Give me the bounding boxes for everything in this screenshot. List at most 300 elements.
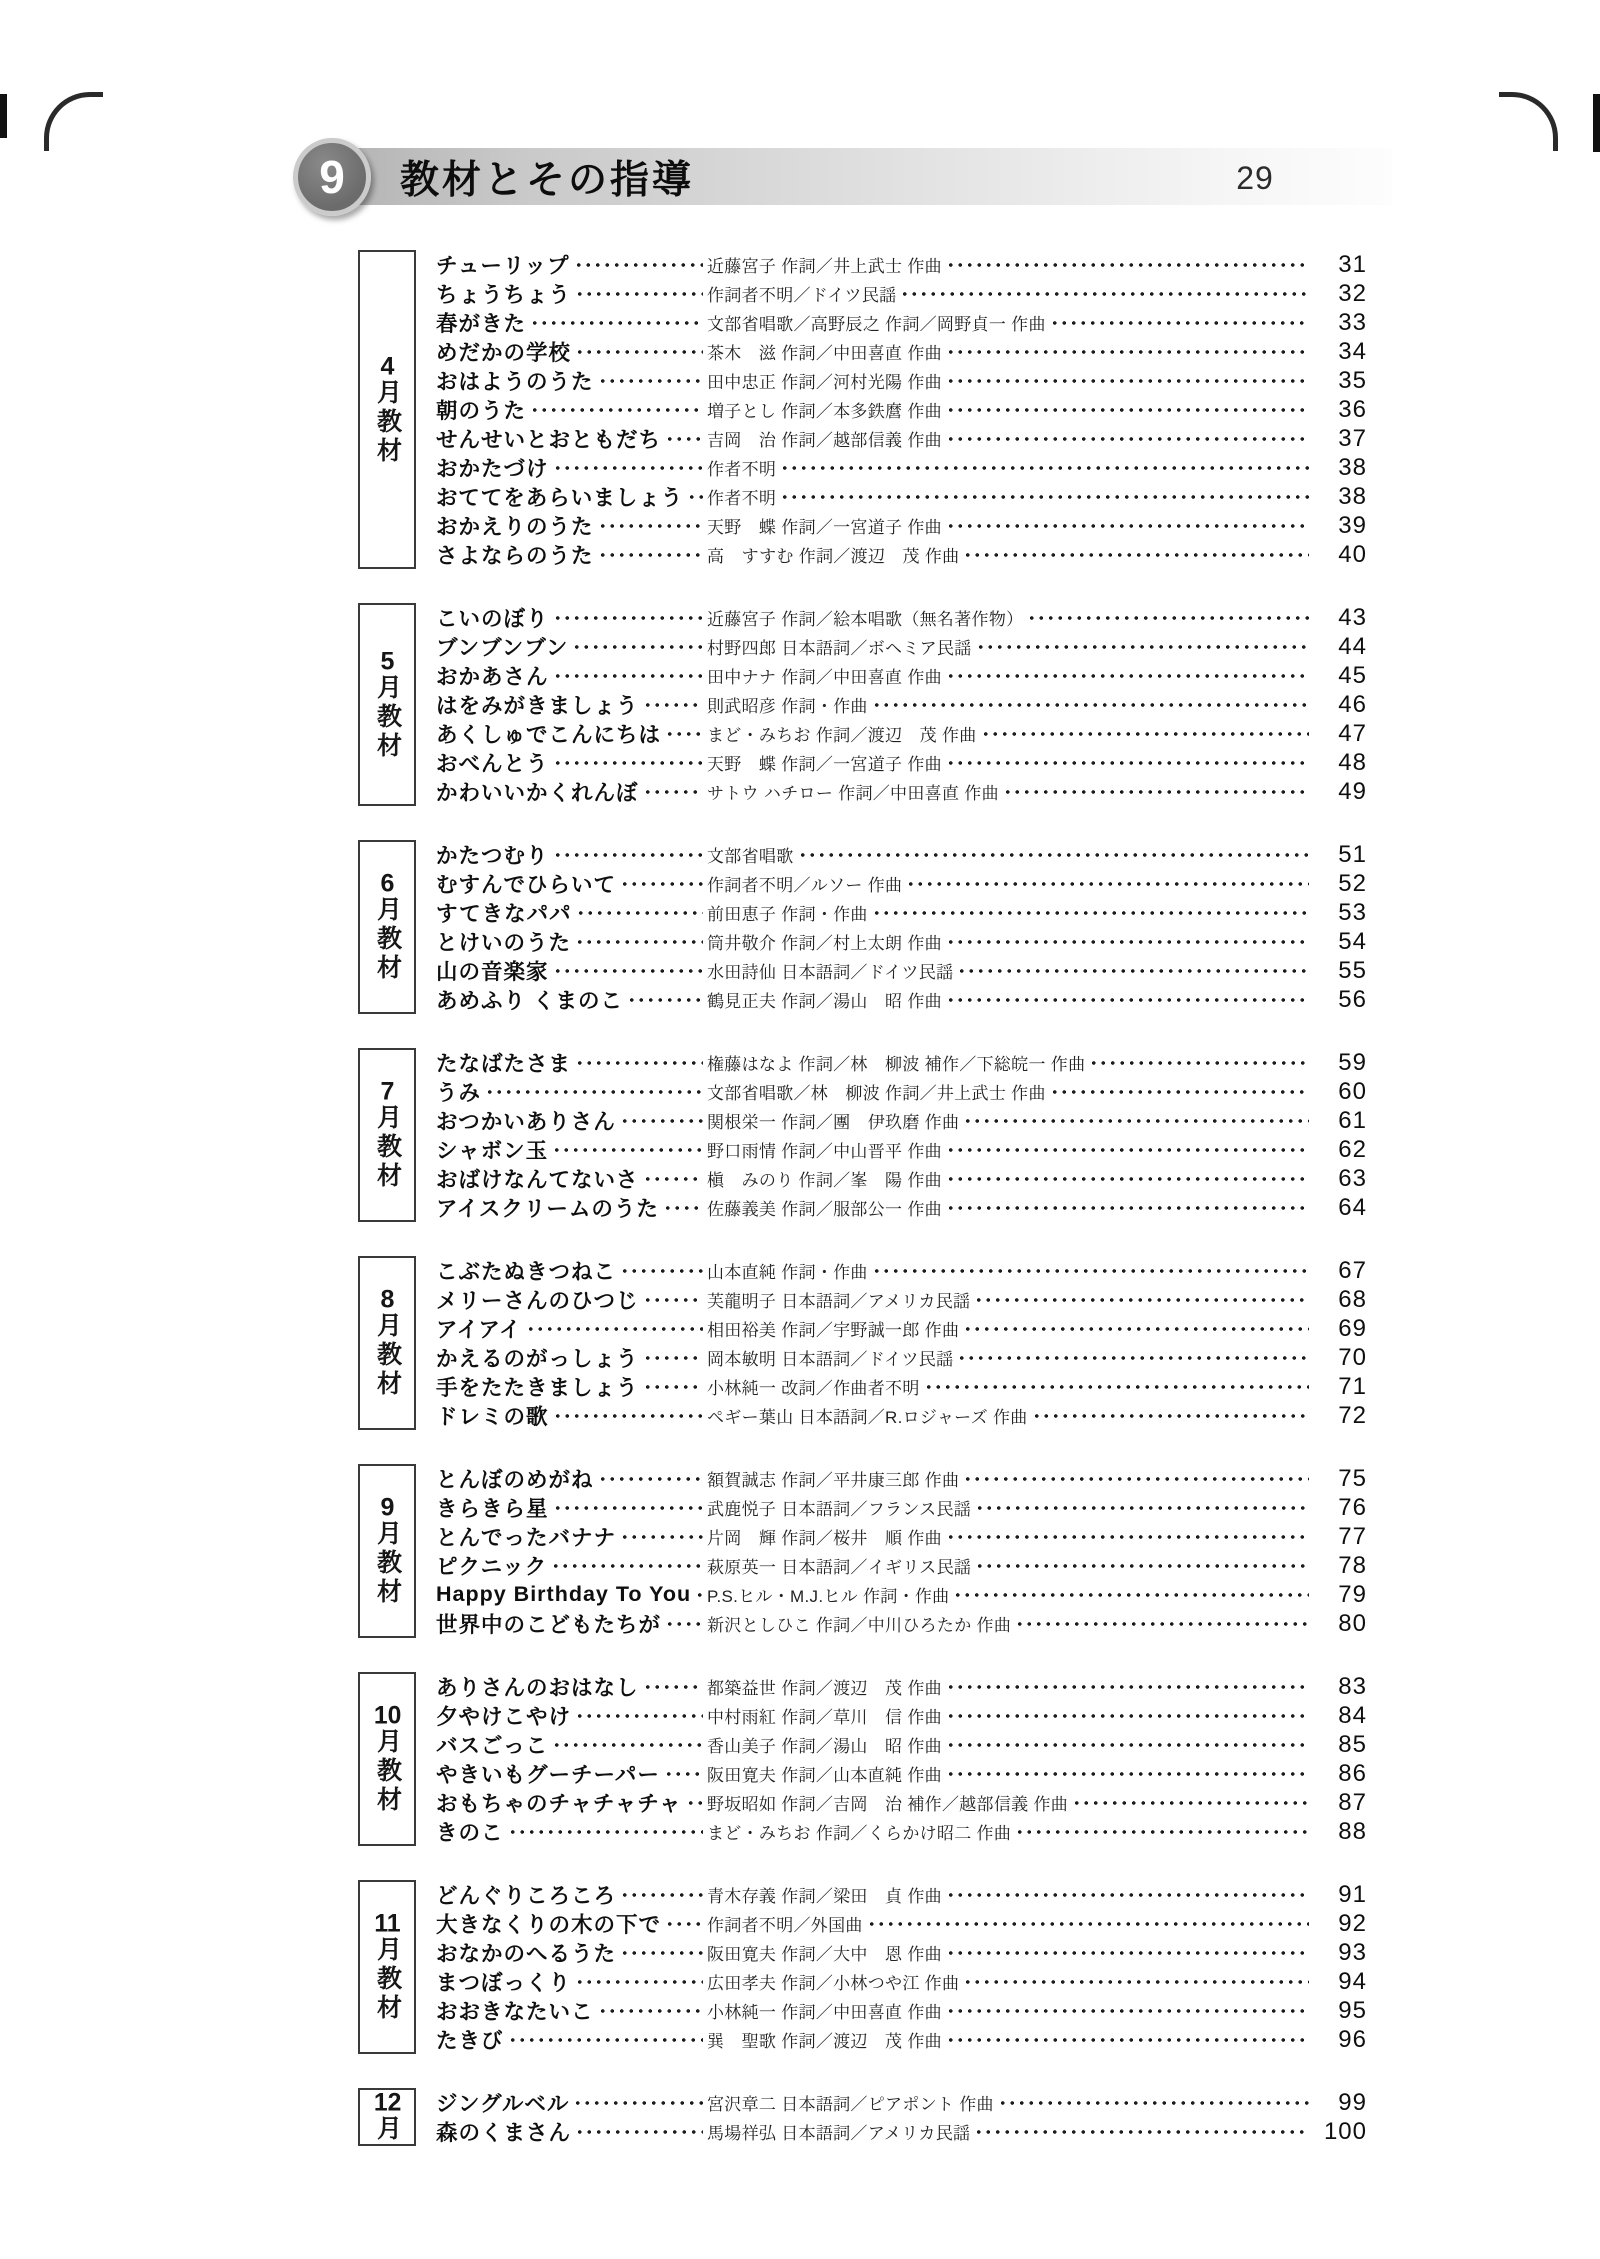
song-page-number: 80 [1338, 1609, 1367, 1637]
song-title: チューリップ [436, 254, 570, 278]
title-zone [436, 1255, 707, 1286]
song-page-number: 72 [1338, 1401, 1367, 1429]
song-page-number: 94 [1338, 1967, 1367, 1995]
song-page-number: 38 [1338, 482, 1367, 510]
song-page-number: 37 [1338, 424, 1367, 452]
song-row [436, 632, 1367, 661]
credit-zone [707, 1881, 1313, 1909]
credit-zone [707, 251, 1313, 279]
song-title: どんぐりころころ [436, 1884, 617, 1908]
song-row [436, 1880, 1367, 1909]
dot-leader [946, 512, 1309, 540]
song-page-number: 86 [1338, 1759, 1367, 1787]
title-zone [436, 1671, 707, 1702]
dot-leader [1015, 1610, 1309, 1638]
dot-leader [526, 1315, 704, 1343]
title-zone [436, 660, 707, 691]
song-title: おもちゃのチャチャチャ [436, 1792, 682, 1816]
dot-leader [643, 1673, 703, 1701]
month-label [375, 649, 400, 761]
song-title: Happy Birthday To You [436, 1582, 692, 1606]
dot-leader [575, 2118, 703, 2146]
song-title: せんせいとおともだち [436, 428, 662, 452]
month-section [358, 2088, 1367, 2146]
song-title: かわいいかくれんぼ [436, 781, 639, 805]
song-page-number: 47 [1338, 719, 1367, 747]
title-zone [436, 2116, 707, 2147]
song-title: まつぼっくり [436, 1971, 572, 1995]
dot-leader [906, 870, 1309, 898]
title-zone [436, 1550, 707, 1581]
song-page-number: 75 [1338, 1464, 1367, 1492]
song-credit: 青木存義 作詞／梁田 貞 作曲 [707, 1887, 942, 1906]
song-title: 朝のうた [436, 399, 527, 423]
dot-leader [946, 1673, 1309, 1701]
dot-leader [530, 309, 703, 337]
dot-leader [598, 1465, 703, 1493]
song-rows [436, 1464, 1367, 1638]
song-title: ピクニック [436, 1555, 548, 1579]
dot-leader [663, 1194, 703, 1222]
song-row [436, 1551, 1367, 1580]
title-zone [436, 984, 707, 1015]
credit-zone [707, 1315, 1313, 1343]
song-page-number: 49 [1338, 777, 1367, 805]
dot-leader [946, 1881, 1309, 1909]
credit-zone [707, 1373, 1313, 1401]
dot-leader [553, 662, 703, 690]
song-title: おかたづけ [436, 457, 549, 481]
song-credit: 広田孝夫 作詞／小林つや江 作曲 [707, 1974, 960, 1993]
title-zone [436, 926, 707, 957]
song-page-number: 52 [1338, 869, 1367, 897]
song-row [436, 1106, 1367, 1135]
credit-zone [707, 1165, 1313, 1193]
credit-zone [707, 1402, 1313, 1430]
dot-leader [598, 512, 703, 540]
dot-leader [963, 1465, 1309, 1493]
song-title: おおきなたいこ [436, 2000, 594, 2024]
song-row [436, 661, 1367, 690]
dot-leader [872, 691, 1309, 719]
dot-leader [924, 1373, 1309, 1401]
song-row [436, 395, 1367, 424]
song-row [436, 1164, 1367, 1193]
title-zone [436, 897, 707, 928]
song-title: 世界中のこどもたちが [436, 1613, 662, 1637]
song-row [436, 366, 1367, 395]
dot-leader [953, 1581, 1309, 1609]
month-section [358, 1672, 1367, 1846]
dot-leader [643, 778, 703, 806]
title-zone [436, 1758, 707, 1789]
song-credit: 文部省唱歌／高野辰之 作詞／岡野貞一 作曲 [707, 315, 1046, 334]
dot-leader [643, 1344, 703, 1372]
title-zone [436, 602, 707, 633]
dot-leader [867, 1910, 1309, 1938]
month-number: 10 [373, 1703, 402, 1728]
title-zone [436, 1105, 707, 1136]
song-row [436, 898, 1367, 927]
dot-leader [553, 454, 703, 482]
dot-leader [573, 2089, 703, 2117]
title-zone [436, 1163, 707, 1194]
song-row [436, 1701, 1367, 1730]
song-credit: 萩原英一 日本語詞／イギリス民謡 [707, 1558, 972, 1577]
dot-leader [974, 1286, 1309, 1314]
song-credit: 都築益世 作詞／渡辺 茂 作曲 [707, 1679, 942, 1698]
dot-leader [575, 1049, 703, 1077]
month-label-box [358, 1464, 416, 1638]
title-zone [436, 1729, 707, 1760]
credit-zone [707, 1465, 1313, 1493]
song-title: 大きなくりの木の下で [436, 1913, 662, 1937]
page-corner-top-left [44, 92, 103, 151]
song-title: うみ [436, 1081, 482, 1105]
month-label [375, 871, 400, 983]
title-zone [436, 423, 707, 454]
song-title: 春がきた [436, 312, 527, 336]
title-zone [436, 249, 707, 280]
song-title: ありさんのおはなし [436, 1676, 639, 1700]
song-page-number: 44 [1338, 632, 1367, 660]
credit-zone [707, 2089, 1313, 2117]
month-label-box [358, 840, 416, 1014]
song-credit: ペギー葉山 日本語詞／R.ロジャーズ 作曲 [707, 1408, 1028, 1427]
song-title: かえるのがっしょう [436, 1347, 639, 1371]
song-row [436, 1464, 1367, 1493]
song-credit: 水田詩仙 日本語詞／ドイツ民謡 [707, 963, 954, 982]
song-credit: 野口雨情 作詞／中山晋平 作曲 [707, 1142, 942, 1161]
dot-leader [572, 633, 703, 661]
song-title: おつかいありさん [436, 1110, 616, 1134]
song-page-number: 84 [1338, 1701, 1367, 1729]
title-zone [436, 1492, 707, 1523]
song-page-number: 40 [1338, 540, 1367, 568]
title-zone [436, 868, 707, 899]
title-zone [436, 1937, 707, 1968]
song-credit: まど・みちお 作詞／渡辺 茂 作曲 [707, 726, 977, 745]
dot-leader [946, 396, 1309, 424]
song-row [436, 2088, 1367, 2117]
song-credit: 小林純一 改詞／作曲者不明 [707, 1379, 920, 1398]
song-credit: 岡本敏明 日本語詞／ドイツ民謡 [707, 1350, 954, 1369]
chapter-title: 教材とその指導 [400, 158, 695, 202]
song-credit: 中村雨紅 作詞／草川 信 作曲 [707, 1708, 942, 1727]
title-zone [436, 1284, 707, 1315]
song-credit: 巽 聖歌 作詞／渡辺 茂 作曲 [707, 2032, 942, 2051]
song-rows [436, 1672, 1367, 1846]
song-row [436, 956, 1367, 985]
month-suffix: 月 [373, 2115, 402, 2144]
month-number: 9 [380, 1495, 395, 1520]
dot-leader [686, 1789, 703, 1817]
song-page-number: 77 [1338, 1522, 1367, 1550]
title-zone [436, 1134, 707, 1165]
song-credit: 前田恵子 作詞・作曲 [707, 905, 868, 924]
dot-leader [665, 425, 703, 453]
dot-leader [946, 367, 1309, 395]
credit-zone [707, 1107, 1313, 1135]
credit-zone [707, 986, 1313, 1014]
song-credit: 茶木 滋 作詞／中田喜直 作曲 [707, 344, 942, 363]
title-zone [436, 539, 707, 570]
song-page-number: 48 [1338, 748, 1367, 776]
dot-leader [1050, 1078, 1309, 1106]
song-credit: 増子とし 作詞／本多鉄麿 作曲 [707, 402, 942, 421]
song-row [436, 337, 1367, 366]
month-section [358, 1048, 1367, 1222]
song-row [436, 869, 1367, 898]
chapter-number: 9 [319, 151, 345, 203]
month-suffix: 月教材 [373, 1312, 402, 1399]
month-label [375, 1287, 400, 1399]
title-zone [436, 1521, 707, 1552]
song-credit: 宮沢章二 日本語詞／ピアポント 作曲 [707, 2095, 994, 2114]
dot-leader [946, 1702, 1309, 1730]
credit-zone [707, 1344, 1313, 1372]
song-row [436, 1372, 1367, 1401]
title-zone [436, 955, 707, 986]
month-suffix: 月教材 [373, 896, 402, 983]
song-credit: 山本直純 作詞・作曲 [707, 1263, 868, 1282]
song-credit: 阪田寛夫 作詞／大中 恩 作曲 [707, 1945, 942, 1964]
title-zone [436, 1581, 707, 1609]
credit-zone [707, 870, 1313, 898]
song-row [436, 927, 1367, 956]
song-title: 山の音楽家 [436, 960, 549, 984]
song-credit: 天野 蝶 作詞／一宮道子 作曲 [707, 518, 942, 537]
song-rows [436, 1880, 1367, 2054]
song-credit: 作詞者不明／ルソー 作曲 [707, 876, 903, 895]
dot-leader [620, 1257, 703, 1285]
song-title: やきいもグーチーパー [436, 1763, 660, 1787]
dot-leader [946, 749, 1309, 777]
dot-leader [620, 1881, 703, 1909]
month-label [375, 2090, 400, 2144]
title-zone [436, 510, 707, 541]
song-credit: 文部省唱歌／林 柳波 作詞／井上武士 作曲 [707, 1084, 1046, 1103]
credit-zone [707, 1789, 1313, 1817]
dot-leader [946, 1136, 1309, 1164]
song-page-number: 87 [1338, 1788, 1367, 1816]
song-credit: 高 すすむ 作詞／渡辺 茂 作曲 [707, 547, 960, 566]
dot-leader [620, 1107, 703, 1135]
song-credit: 天野 蝶 作詞／一宮道子 作曲 [707, 755, 942, 774]
month-label-box [358, 603, 416, 806]
month-label-box [358, 1672, 416, 1846]
song-page-number: 67 [1338, 1256, 1367, 1284]
dot-leader [553, 749, 703, 777]
song-credit: 則武昭彦 作詞・作曲 [707, 697, 868, 716]
song-page-number: 95 [1338, 1996, 1367, 2024]
song-page-number: 34 [1338, 337, 1367, 365]
dot-leader [798, 841, 1310, 869]
song-row [436, 1609, 1367, 1638]
song-credit: 武鹿悦子 日本語詞／フランス民謡 [707, 1500, 972, 1519]
credit-zone [707, 1910, 1313, 1938]
title-zone [436, 1879, 707, 1910]
dot-leader [627, 986, 703, 1014]
song-page-number: 31 [1338, 250, 1367, 278]
song-title: はをみがきましょう [436, 694, 639, 718]
song-row [436, 1967, 1367, 1996]
song-title: あめふり くまのこ [436, 989, 623, 1013]
month-label [375, 1079, 400, 1191]
month-section [358, 840, 1367, 1014]
song-credit: 作詞者不明／ドイツ民謡 [707, 286, 897, 305]
month-label-box [358, 1048, 416, 1222]
credit-zone [707, 749, 1313, 777]
title-zone [436, 365, 707, 396]
credit-zone [707, 633, 1313, 661]
dot-leader [551, 1552, 703, 1580]
song-credit: 作者不明 [707, 489, 777, 508]
dot-leader [575, 928, 703, 956]
song-credit: 馬場祥弘 日本語詞／アメリカ民謡 [707, 2124, 971, 2143]
song-credit: 芙龍明子 日本語詞／アメリカ民謡 [707, 1292, 971, 1311]
song-page-number: 69 [1338, 1314, 1367, 1342]
credit-zone [707, 1581, 1313, 1609]
credit-zone [707, 425, 1313, 453]
song-title: ジングルベル [436, 2092, 570, 2116]
dot-leader [620, 870, 703, 898]
song-page-number: 53 [1338, 898, 1367, 926]
month-section [358, 250, 1367, 569]
credit-zone [707, 1702, 1313, 1730]
song-credit: 新沢としひこ 作詞／中川ひろたか 作曲 [707, 1616, 1012, 1635]
dot-leader [957, 1344, 1309, 1372]
song-title: おかえりのうた [436, 515, 594, 539]
title-zone [436, 2024, 707, 2055]
song-row [436, 2117, 1367, 2146]
credit-zone [707, 778, 1313, 806]
song-page-number: 55 [1338, 956, 1367, 984]
credit-zone [707, 662, 1313, 690]
song-row [436, 1580, 1367, 1609]
credit-zone [707, 1760, 1313, 1788]
song-title: むすんでひらいて [436, 873, 617, 897]
credit-zone [707, 604, 1313, 632]
page-corner-top-right [1499, 92, 1558, 151]
song-credit: 小林純一 作詞／中田喜直 作曲 [707, 2003, 942, 2022]
song-row [436, 777, 1367, 806]
dot-leader [780, 483, 1309, 511]
song-title: きのこ [436, 1821, 504, 1845]
song-title: メリーさんのひつじ [436, 1289, 639, 1313]
song-title: おべんとう [436, 752, 549, 776]
song-page-number: 68 [1338, 1285, 1367, 1313]
song-title: こぶたぬきつねこ [436, 1260, 617, 1284]
title-zone [436, 1816, 707, 1847]
month-label [375, 354, 400, 466]
song-page-number: 32 [1338, 279, 1367, 307]
song-credit: 佐藤義美 作詞／服部公一 作曲 [707, 1200, 942, 1219]
dot-leader [598, 1997, 703, 2025]
song-page-number: 36 [1338, 395, 1367, 423]
song-credit: 筒井敬介 作詞／村上太朗 作曲 [707, 934, 942, 953]
song-credit: 作詞者不明／外国曲 [707, 1916, 863, 1935]
song-row [436, 1048, 1367, 1077]
dot-leader [998, 2089, 1309, 2117]
credit-zone [707, 541, 1313, 569]
song-page-number: 92 [1338, 1909, 1367, 1937]
credit-zone [707, 1286, 1313, 1314]
song-page-number: 78 [1338, 1551, 1367, 1579]
title-zone [436, 1342, 707, 1373]
song-row [436, 840, 1367, 869]
title-zone [436, 1047, 707, 1078]
song-page-number: 51 [1338, 840, 1367, 868]
song-page-number: 71 [1338, 1372, 1367, 1400]
title-zone [436, 394, 707, 425]
dot-leader [530, 396, 703, 424]
song-page-number: 83 [1338, 1672, 1367, 1700]
dot-leader [643, 1165, 703, 1193]
song-credit: 田中忠正 作詞／河村光陽 作曲 [707, 373, 942, 392]
credit-zone [707, 483, 1313, 511]
song-row [436, 1996, 1367, 2025]
song-title: アイアイ [436, 1318, 522, 1342]
song-rows [436, 2088, 1367, 2146]
song-row [436, 2025, 1367, 2054]
credit-zone [707, 1136, 1313, 1164]
credit-zone [707, 2118, 1313, 2146]
song-title: 夕やけこやけ [436, 1705, 572, 1729]
song-page-number: 61 [1338, 1106, 1367, 1134]
credit-zone [707, 454, 1313, 482]
month-section [358, 1256, 1367, 1430]
song-row [436, 1817, 1367, 1846]
credit-zone [707, 1818, 1313, 1846]
dot-leader [553, 1402, 703, 1430]
song-row [436, 540, 1367, 569]
month-suffix: 月教材 [373, 673, 402, 761]
dot-leader [552, 1136, 703, 1164]
song-title: とんでったバナナ [436, 1526, 617, 1550]
credit-zone [707, 2026, 1313, 2054]
song-row [436, 279, 1367, 308]
dot-leader [975, 1552, 1309, 1580]
song-title: きらきら星 [436, 1497, 549, 1521]
song-credit: 作者不明 [707, 460, 777, 479]
song-row [436, 1672, 1367, 1701]
song-page-number: 63 [1338, 1164, 1367, 1192]
song-credit: 吉岡 治 作詞／越部信義 作曲 [707, 431, 942, 450]
credit-zone [707, 1194, 1313, 1222]
credit-zone [707, 720, 1313, 748]
dot-leader [872, 899, 1309, 927]
song-title: バスごっこ [436, 1734, 549, 1758]
dot-leader [508, 1818, 703, 1846]
song-title: ドレミの歌 [436, 1405, 549, 1429]
title-zone [436, 1700, 707, 1731]
month-label [375, 1495, 400, 1607]
song-credit: 権藤はなよ 作詞／林 柳波 補作／下総皖一 作曲 [707, 1055, 1086, 1074]
credit-zone [707, 1523, 1313, 1551]
credit-zone [707, 309, 1313, 337]
dot-leader [574, 251, 704, 279]
credit-zone [707, 1968, 1313, 1996]
song-credit: サトウ ハチロー 作詞／中田喜直 作曲 [707, 784, 999, 803]
dot-leader [687, 483, 703, 511]
song-rows [436, 250, 1367, 569]
title-zone [436, 336, 707, 367]
dot-leader [976, 633, 1309, 661]
dot-leader [872, 1257, 1309, 1285]
credit-zone [707, 691, 1313, 719]
dot-leader [553, 957, 703, 985]
